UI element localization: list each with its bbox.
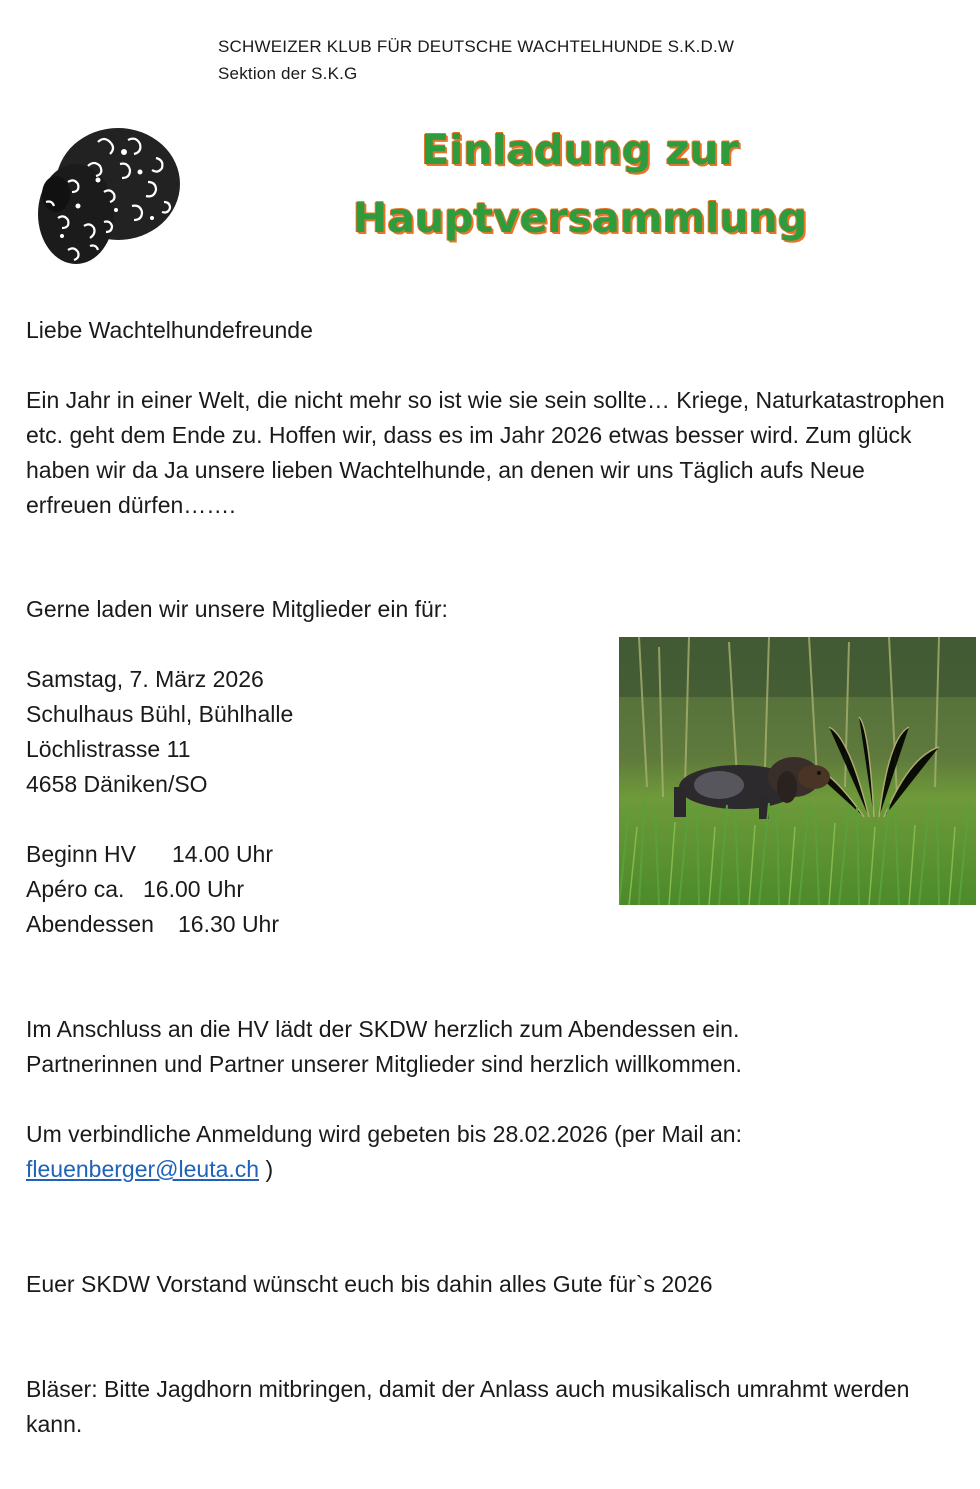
club-section: Sektion der S.K.G bbox=[218, 64, 358, 83]
dog-head-logo bbox=[28, 122, 192, 272]
schedule-row bbox=[26, 837, 279, 872]
follow-up-line-2: Partnerinnen und Partner unserer Mitglieder sind herzlich willkommen. bbox=[26, 1051, 742, 1077]
schedule-time: 16.00 Uhr bbox=[143, 876, 245, 902]
schedule bbox=[26, 837, 279, 942]
event-venue: Schulhaus Bühl, Bühlhalle bbox=[26, 701, 294, 727]
schedule-time: 16.30 Uhr bbox=[178, 911, 280, 937]
greeting: Liebe Wachtelhundefreunde bbox=[26, 317, 313, 343]
event-date: Samstag, 7. März 2026 bbox=[26, 666, 264, 692]
invite-line: Gerne laden wir unsere Mitglieder ein für: bbox=[26, 596, 448, 622]
registration-email-link[interactable]: fleuenberger@leuta.ch bbox=[26, 1156, 260, 1182]
title-line-1: Einladung zur bbox=[421, 126, 739, 174]
schedule-label: Abendessen bbox=[26, 911, 154, 937]
registration-close: ) bbox=[259, 1156, 274, 1182]
schedule-time: 14.00 Uhr bbox=[172, 841, 274, 867]
schedule-row bbox=[26, 907, 279, 942]
wachtelhund-in-grass-photo bbox=[619, 637, 976, 905]
follow-up-line-1: Im Anschluss an die HV lädt der SKDW herzlich zum Abendessen ein. bbox=[26, 1016, 740, 1042]
follow-up bbox=[26, 1012, 742, 1082]
schedule-row bbox=[26, 872, 279, 907]
intro-paragraph: Ein Jahr in einer Welt, die nicht mehr so ist wie sie sein sollte… Kriege, Naturkatastrophen etc. geht dem Ende zu. Hoffen wir, dass es im Jahr 2026 etwas besser wird. Zum glück haben wir da Ja unsere lieben Wachtelhunde, an denen wir uns Täglich aufs Neue erfreuen dürfen……. bbox=[26, 387, 945, 518]
title-line-2: Hauptversammlung bbox=[352, 194, 808, 242]
blowers-note: Bläser: Bitte Jagdhorn mitbringen, damit der Anlass auch musikalisch umrahmt werden kann. bbox=[26, 1376, 910, 1437]
registration bbox=[26, 1117, 926, 1187]
event-details bbox=[26, 662, 293, 802]
schedule-label: Apéro ca. bbox=[26, 876, 125, 902]
schedule-label: Beginn HV bbox=[26, 841, 136, 867]
club-name: SCHWEIZER KLUB FÜR DEUTSCHE WACHTELHUNDE S.K.D.W bbox=[218, 37, 735, 56]
event-city: 4658 Däniken/SO bbox=[26, 771, 208, 797]
event-street: Löchlistrasse 11 bbox=[26, 736, 191, 762]
registration-text: Um verbindliche Anmeldung wird gebeten bis 28.02.2026 (per Mail an: bbox=[26, 1121, 742, 1147]
wishes: Euer SKDW Vorstand wünscht euch bis dahin alles Gute für`s 2026 bbox=[26, 1271, 713, 1297]
